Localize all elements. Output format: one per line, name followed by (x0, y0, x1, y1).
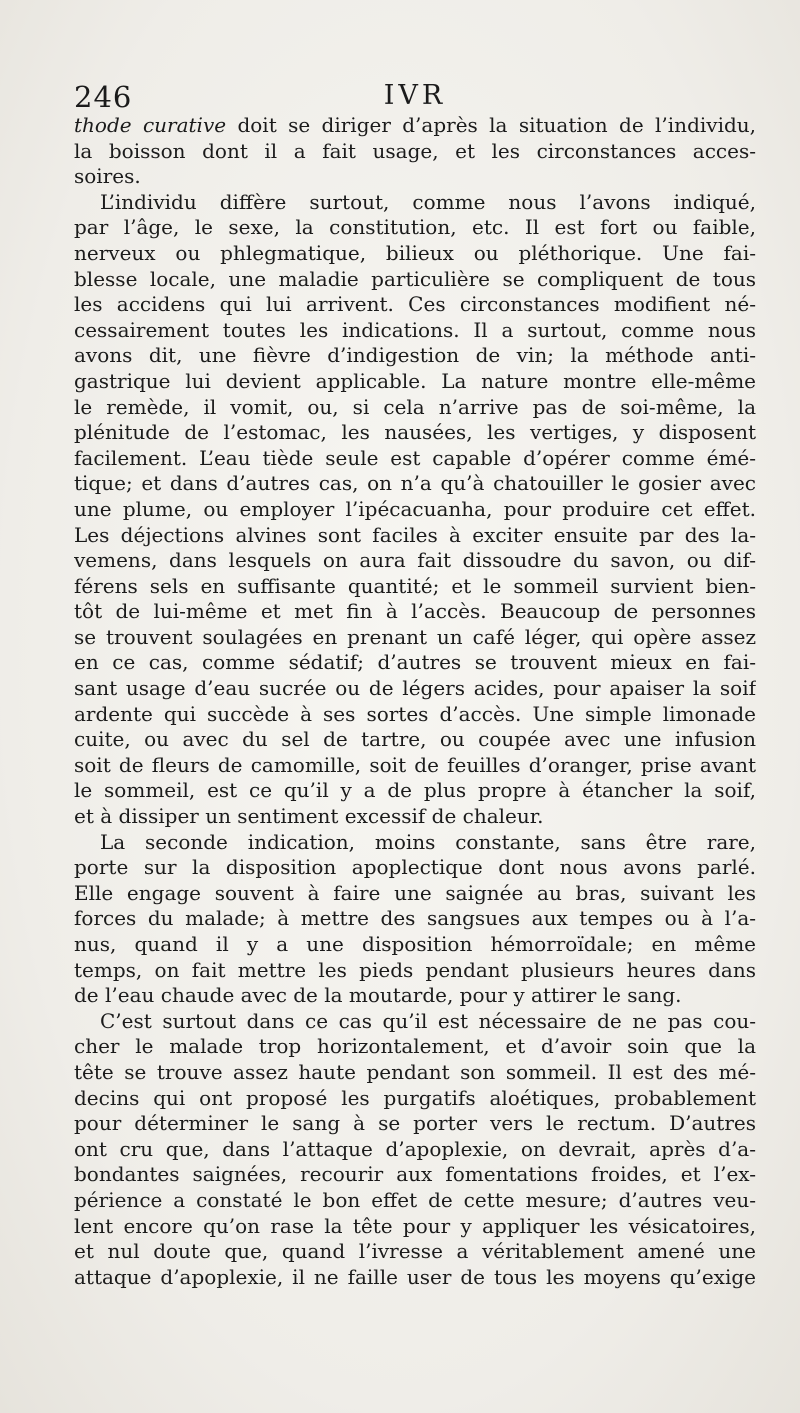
text-line (74, 471, 756, 497)
line-text: en ce cas, comme sédatif; d’autres se trouvent mieux en fai- (74, 650, 756, 675)
line-text: le remède, il vomit, ou, si cela n’arrive pas de soi-même, la (74, 394, 756, 419)
line-text: cuite, ou avec du sel de tartre, ou coupée avec une infusion (74, 727, 756, 752)
line-text: cher le malade trop horizontalement, et d’avoir soin que la (74, 1034, 756, 1059)
text-line (74, 292, 756, 318)
text-line (74, 1162, 756, 1188)
text-line (74, 1060, 756, 1086)
line-text: et à dissiper un sentiment excessif de chaleur. (74, 804, 544, 829)
line-text: par l’âge, le sexe, la constitution, etc. Il est fort ou faible, (74, 215, 756, 240)
text-line (74, 267, 756, 293)
text-line (74, 318, 756, 344)
text-line (74, 574, 756, 600)
text-line (74, 215, 756, 241)
line-text: nerveux ou phlegmatique, bilieux ou pléthorique. Une fai- (74, 240, 756, 265)
line-text: nus, quand il y a une disposition hémorroïdale; en même (74, 932, 756, 956)
page-number: 246 (74, 80, 133, 114)
line-text: pour déterminer le sang à se porter vers le rectum. D’autres (74, 1111, 756, 1136)
line-text: C’est surtout dans ce cas qu’il est nécessaire de ne pas cou- (100, 1008, 756, 1033)
text-line (74, 369, 756, 395)
line-text: ont cru que, dans l’attaque d’apoplexie, on devrait, après d’a- (74, 1136, 756, 1161)
running-title: IVR (383, 80, 447, 111)
text-line (74, 548, 756, 574)
text-line (74, 753, 756, 779)
text-line (74, 778, 756, 804)
line-text: soires. (74, 164, 141, 189)
line-text: temps, on fait mettre les pieds pendant plusieurs heures dans (74, 957, 756, 982)
text-line (74, 599, 756, 625)
text-line (74, 625, 756, 651)
text-line (74, 830, 756, 856)
text-line (74, 702, 756, 728)
line-text: tête se trouve assez haute pendant son sommeil. Il est des mé- (74, 1059, 756, 1084)
text-line (74, 113, 756, 139)
text-line (74, 164, 756, 190)
text-line (74, 139, 756, 165)
text-line (74, 190, 756, 216)
text-line (74, 1009, 756, 1035)
line-text: porte sur la disposition apoplectique dont nous avons parlé. (74, 855, 756, 880)
line-text: decins qui ont proposé les purgatifs aloétiques, probablement (74, 1085, 756, 1110)
text-line (74, 1214, 756, 1240)
line-text: se trouvent soulagées en prenant un café léger, qui opère assez (74, 624, 756, 649)
line-text: Les déjections alvines sont faciles à exciter ensuite par des la- (74, 522, 756, 547)
line-text: cessairement toutes les indications. Il a surtout, comme nous (74, 317, 756, 342)
line-text: La seconde indication, moins constante, sans être rare, (100, 829, 756, 854)
text-line (74, 497, 756, 523)
line-text: L’individu diffère surtout, comme nous l’avons indiqué, (100, 189, 756, 214)
line-text: périence a constaté le bon effet de cette mesure; d’autres veu- (74, 1187, 756, 1212)
text-line (74, 727, 756, 753)
line-text: attaque d’apoplexie, il ne faille user de tous les moyens qu’exige (74, 1264, 756, 1289)
text-line (74, 241, 756, 267)
line-text: une plume, ou employer l’ipécacuanha, pour produire cet effet. (74, 496, 756, 521)
line-text: gastrique lui devient applicable. La nature montre elle-même (74, 368, 756, 393)
text-line (74, 523, 756, 549)
line-text: doit se diriger d’après la situation de l’individu, (226, 113, 756, 137)
text-line (74, 1239, 756, 1265)
line-text: sant usage d’eau sucrée ou de légers acides, pour apaiser la soif (74, 676, 756, 701)
line-text: blesse locale, une maladie particulière se compliquent de tous (74, 266, 756, 291)
text-line (74, 650, 756, 676)
text-line (74, 1111, 756, 1137)
text-line (74, 1034, 756, 1060)
line-text: le sommeil, est ce qu’il y a de plus propre à étancher la soif, (74, 778, 756, 803)
text-line (74, 906, 756, 932)
text-line (74, 343, 756, 369)
text-line (74, 1137, 756, 1163)
text-line (74, 932, 756, 958)
line-text: les accidens qui lui arrivent. Ces circonstances modifient né- (74, 292, 756, 317)
line-text: soit de fleurs de camomille, soit de feuilles d’oranger, prise avant (74, 752, 756, 777)
line-text: avons dit, une fièvre d’indigestion de vin; la méthode anti- (74, 343, 756, 368)
text-line (74, 420, 756, 446)
line-text: férens sels en suffisante quantité; et le sommeil survient bien- (74, 573, 756, 598)
text-line (74, 676, 756, 702)
line-text: forces du malade; à mettre des sangsues aux tempes ou à l’a- (74, 906, 756, 931)
text-line (74, 395, 756, 421)
text-line (74, 446, 756, 472)
body-text (74, 113, 756, 1290)
text-line (74, 804, 756, 830)
text-line (74, 1188, 756, 1214)
line-text: ardente qui succède à ses sortes d’accès. Une simple limonade (74, 701, 756, 726)
text-line (74, 881, 756, 907)
line-text: bondantes saignées, recourir aux fomentations froides, et l’ex- (74, 1162, 756, 1187)
line-text: Elle engage souvent à faire une saignée au bras, suivant les (74, 880, 756, 905)
line-text: facilement. L’eau tiède seule est capable d’opérer comme émé- (74, 445, 756, 470)
line-text: tique; et dans d’autres cas, on n’a qu’à chatouiller le gosier avec (74, 471, 756, 496)
italic-phrase: thode curative (74, 113, 227, 137)
line-text: lent encore qu’on rase la tête pour y appliquer les vésicatoires, (74, 1213, 756, 1238)
line-text: plénitude de l’estomac, les nausées, les vertiges, y disposent (74, 420, 756, 445)
line-text: et nul doute que, quand l’ivresse a véritablement amené une (74, 1239, 756, 1264)
line-text: vemens, dans lesquels on aura fait dissoudre du savon, ou dif- (74, 548, 756, 573)
line-text: la boisson dont il a fait usage, et les circonstances acces- (74, 138, 756, 163)
text-line (74, 855, 756, 881)
text-line (74, 1265, 756, 1291)
text-line (74, 1086, 756, 1112)
line-text: de l’eau chaude avec de la moutarde, pour y attirer le sang. (74, 983, 682, 1008)
line-text: tôt de lui-même et met fin à l’accès. Beaucoup de personnes (74, 599, 756, 624)
text-line (74, 958, 756, 984)
text-line (74, 983, 756, 1009)
